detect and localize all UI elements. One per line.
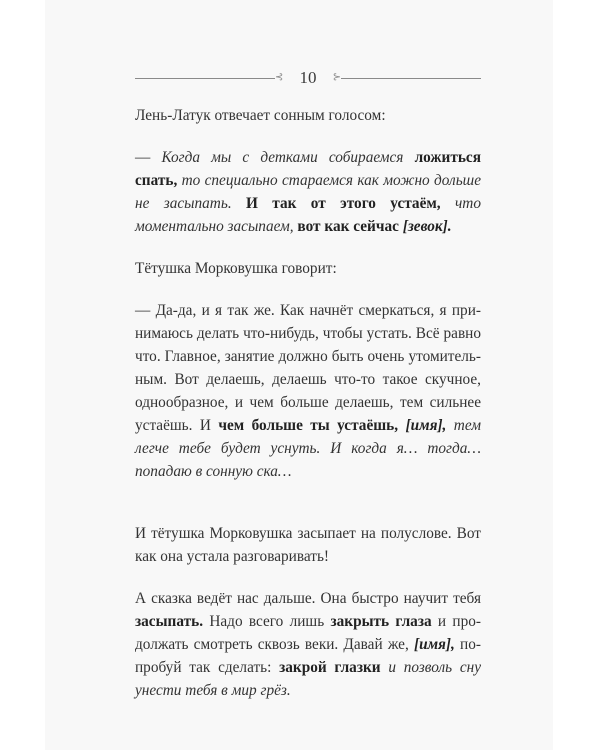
text-segment-normal: — Да-да, и я так же. Как начнёт смеркаться, я принимаюсь делать что-нибудь, чтобы устать. Всё равно что. Главное, занятие должно быть очень утомительным. Вот делаешь, делаешь что-то такое скучное, однообразное, и чем больше делаешь, тем сильнее устаёшь. И bbox=[135, 302, 481, 434]
text-segment-bold: чем больше ты устаёшь, bbox=[218, 417, 406, 434]
text-segment-bold-italic: [зевок]. bbox=[402, 218, 452, 235]
paragraph-1 bbox=[135, 104, 481, 127]
page-body bbox=[135, 104, 481, 702]
book-page bbox=[45, 0, 553, 750]
ornament-left-icon: ⊰ bbox=[275, 72, 284, 83]
paragraph-2 bbox=[135, 146, 481, 238]
text-segment-bold: вот как сейчас bbox=[293, 218, 403, 235]
text-segment-normal: Тётушка Морковушка говорит: bbox=[135, 260, 337, 277]
text-segment-italic: Когда мы с детками собираемся bbox=[161, 149, 415, 166]
text-segment-normal: — bbox=[135, 149, 162, 166]
page-header bbox=[135, 66, 481, 90]
paragraph-5 bbox=[135, 522, 481, 568]
text-segment-normal: попробуй так сделать: bbox=[135, 636, 481, 676]
text-segment-bold: ложиться спать, bbox=[135, 149, 481, 189]
text-segment-normal: и продолжать смотреть сквозь веки. Давай же, bbox=[135, 613, 481, 653]
ornament-right-icon: ⊱ bbox=[332, 72, 341, 83]
text-segment-normal: А сказка ведёт нас дальше. Она быстро научит тебя bbox=[135, 590, 481, 607]
text-segment-normal: Надо всего лишь bbox=[203, 613, 331, 630]
text-segment-normal: И тётушка Морковушка засыпает на полуслове. Вот как она устала разговаривать! bbox=[135, 525, 481, 565]
text-segment-italic: и позволь сну унести тебя в мир грёз. bbox=[135, 659, 481, 699]
header-rule-right bbox=[341, 78, 481, 79]
paragraph-6 bbox=[135, 587, 481, 702]
text-segment-bold: засыпать. bbox=[135, 613, 204, 630]
text-segment-bold-italic: [имя], bbox=[413, 636, 455, 653]
text-segment-bold: закрой глазки bbox=[279, 659, 381, 676]
text-segment-bold-italic: [имя], bbox=[405, 417, 447, 434]
text-segment-italic: тем легче тебе будет уснуть. И когда я… тогда… попадаю в сонную ска… bbox=[135, 417, 482, 480]
paragraph-3 bbox=[135, 257, 481, 280]
text-segment-normal: Лень-Латук отвечает сонным голосом: bbox=[135, 107, 386, 124]
page-number: 10 bbox=[299, 68, 317, 87]
text-segment-bold: закрыть глаза bbox=[330, 613, 432, 630]
text-segment-italic: то специально стараемся как можно дольше не засыпать. bbox=[135, 172, 481, 212]
text-segment-italic: что моментально засыпаем, bbox=[135, 195, 481, 235]
paragraph-4 bbox=[135, 299, 481, 483]
text-segment-bold: И так от этого устаём, bbox=[231, 195, 441, 212]
